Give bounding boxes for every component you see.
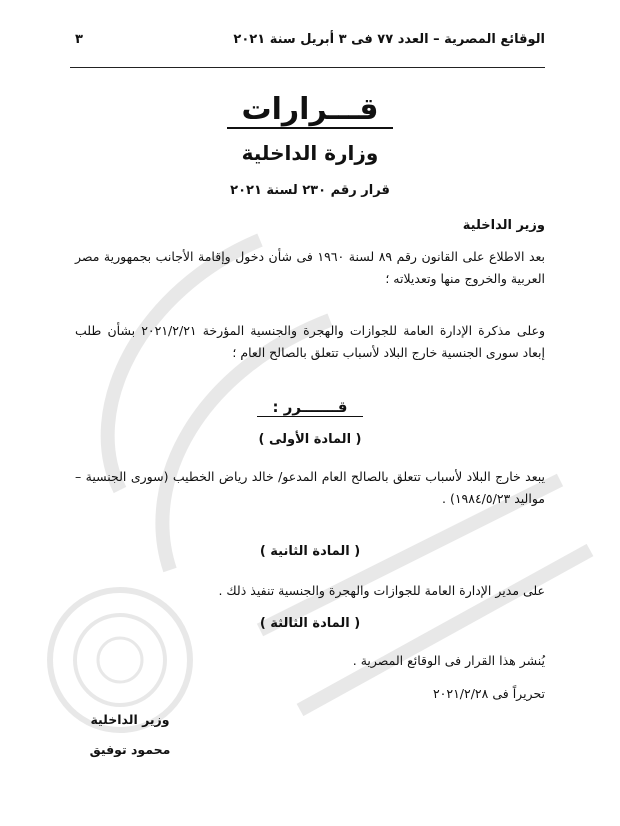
article-3-heading: ( المادة الثالثة ) <box>259 616 361 631</box>
signatory-title: وزير الداخلية <box>90 712 170 727</box>
signatory-name: محمود توفيق <box>89 742 171 757</box>
article-2-text: على مدير الإدارة العامة للجوازات والهجرة والجنسية تنفيذ ذلك . <box>218 583 545 598</box>
preamble-paragraph-1: بعد الاطلاع على القانون رقم ٨٩ لسنة ١٩٦٠ فى شأن دخول وإقامة الأجانب بجمهورية مصر العربية والخروج منها وتعديلاته ؛ <box>75 249 546 286</box>
decides-heading: قـــــــرر : <box>0 398 620 416</box>
decree-number: قرار رقم ٢٣٠ لسنة ٢٠٢١ <box>230 183 390 198</box>
header-divider <box>70 67 545 68</box>
page-title: قـــرارات <box>0 92 620 127</box>
page-number: ٣ <box>75 32 83 47</box>
gazette-header <box>75 32 545 47</box>
ministry-name: وزارة الداخلية <box>241 141 379 165</box>
gazette-title-line: الوقائع المصرية – العدد ٧٧ فى ٣ أبريل سنة ٢٠٢١ <box>233 32 545 47</box>
issuer-title: وزير الداخلية <box>462 218 545 233</box>
article-3-text: يُنشر هذا القرار فى الوقائع المصرية . <box>352 653 545 668</box>
article-1-text: يبعد خارج البلاد لأسباب تتعلق بالصالح العام المدعو/ خالد رياض الخطيب (سورى الجنسية – مواليد ١٩٨٤/٥/٢٣) . <box>75 469 545 506</box>
article-2-heading: ( المادة الثانية ) <box>259 544 361 559</box>
article-1-heading: ( المادة الأولى ) <box>258 432 362 447</box>
preamble-paragraph-2: وعلى مذكرة الإدارة العامة للجوازات والهجرة والجنسية المؤرخة ٢٠٢١/٢/٢١ بشأن طلب إبعاد سورى الجنسية خارج البلاد لأسباب تتعلق بالصالح العام ؛ <box>75 323 545 360</box>
issue-date: تحريراً فى ٢٠٢١/٢/٢٨ <box>432 686 545 701</box>
